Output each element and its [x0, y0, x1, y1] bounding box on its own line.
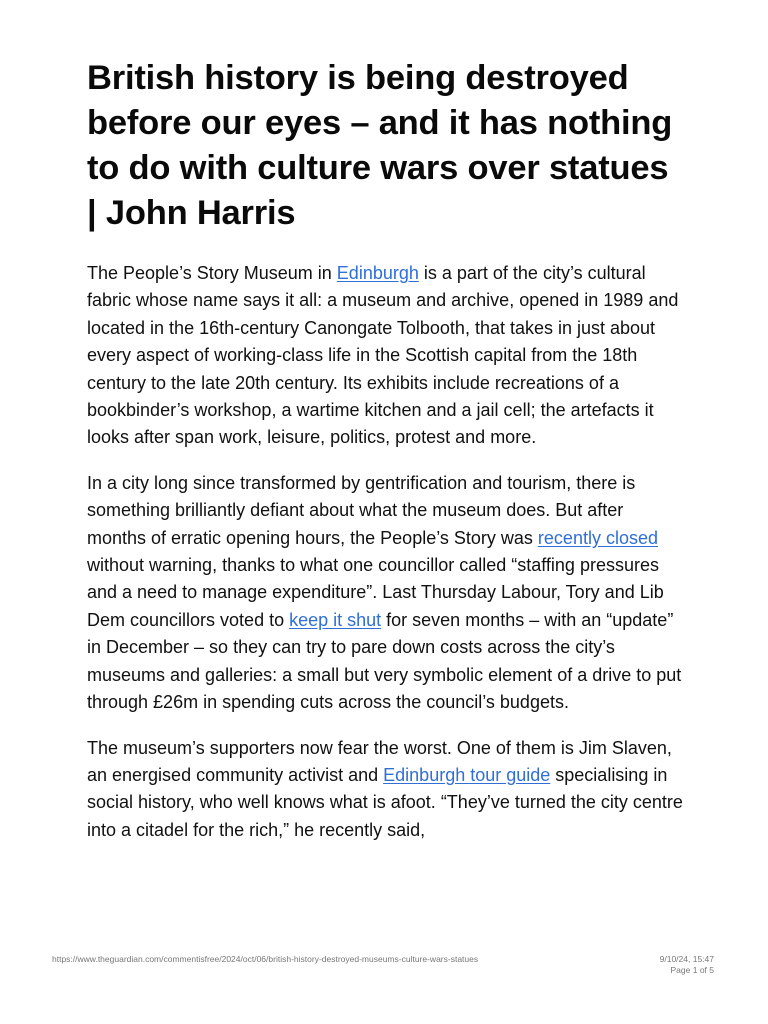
footer-url: https://www.theguardian.com/commentisfree/2024/oct/06/british-history-destroyed-museums-culture-wars-statues	[52, 954, 479, 964]
paragraph-2-text-c: for seven months – with an “update” in December – so they can try to pare down costs across the city’s museums and galleries: a small but very symbolic element of a drive to put through £26m in spending cuts across the council’s budgets.	[87, 609, 682, 713]
edinburgh-link[interactable]: Edinburgh	[336, 263, 419, 283]
footer-meta	[660, 954, 714, 976]
footer-datetime: 9/10/24, 15:47	[659, 954, 714, 964]
paragraph-2-text-a: In a city long since transformed by gentrification and tourism, there is something brilliantly defiant about what the museum does. But after months of erratic opening hours, the People’s Story was	[87, 472, 636, 548]
paragraph-3-text-b: specialising in social history, who well knows what is afoot. “They’ve turned the city centre into a citadel for the rich,” he recently said,	[87, 764, 683, 840]
article	[87, 56, 687, 844]
paragraph-2-text-b: without warning, thanks to what one councillor called “staffing pressures and a need to manage expenditure”. Last Thursday Labour, Tory and Lib Dem councillors voted to	[87, 555, 664, 630]
paragraph-2	[87, 470, 687, 717]
paragraph-3	[87, 735, 687, 845]
paragraph-3-text-a: The museum’s supporters now fear the worst. One of them is Jim Slaven, an energised community activist and	[87, 737, 672, 785]
paragraph-1	[87, 260, 687, 452]
recently-closed-link[interactable]: recently closed	[537, 527, 658, 548]
article-headline: British history is being destroyed before our eyes – and it has nothing to do with culture wars over statues | John Harris	[87, 59, 673, 232]
paragraph-1-text-a: The People’s Story Museum in	[87, 263, 337, 283]
paragraph-1-text-b: is a part of the city’s cultural fabric whose name says it all: a museum and archive, opened in 1989 and located in the 16th-century Canongate Tolbooth, that takes in just about every aspect of working-class life in the Scottish capital from the 18th century to the late 20th century. Its exhibits include recreations of a bookbinder’s workshop, a wartime kitchen and a jail cell; the artefacts it looks after span work, leisure, politics, protest and more.	[87, 263, 679, 448]
footer-page-number: Page 1 of 5	[670, 965, 714, 975]
edinburgh-tour-guide-link[interactable]: Edinburgh tour guide	[383, 764, 551, 785]
keep-it-shut-link[interactable]: keep it shut	[289, 609, 382, 630]
